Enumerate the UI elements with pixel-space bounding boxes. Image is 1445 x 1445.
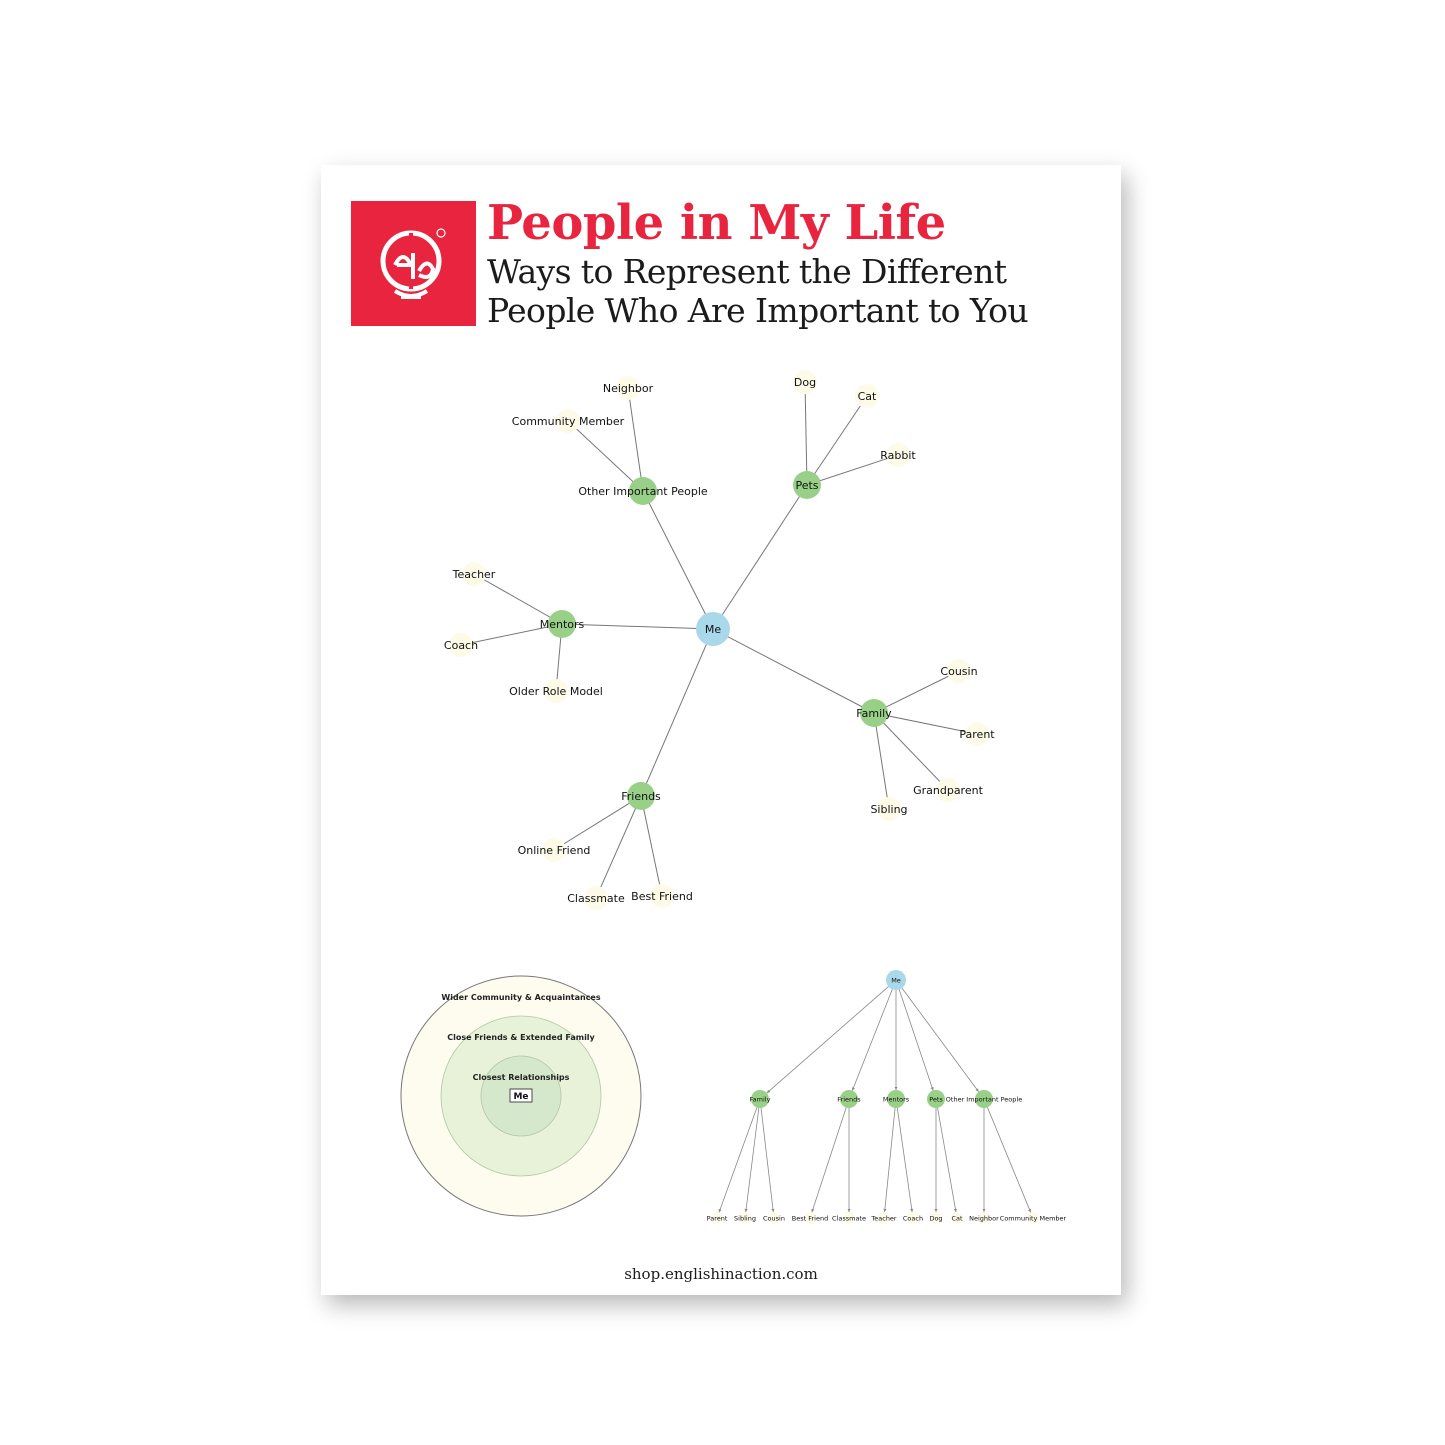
tree-leaf-label-classmate: Classmate [832, 1214, 866, 1223]
tree-edge [938, 1108, 956, 1212]
tree-leaf-label-coach: Coach [902, 1214, 924, 1223]
mind-map-edge [628, 388, 643, 491]
tree-group-label-family: Family [749, 1095, 771, 1104]
tree-edge [767, 987, 889, 1093]
mind-map-center-label: Me [704, 623, 722, 636]
mind-map-group-label-other-important-people: Other Important People [578, 485, 708, 498]
tree-diagram [707, 970, 1067, 1224]
tree-leaf-label-dog: Dog [929, 1214, 943, 1223]
mind-map-group-label-family: Family [856, 707, 892, 720]
mind-map-item-label-dog: Dog [793, 376, 817, 389]
tree-leaf-label-parent: Parent [706, 1214, 728, 1223]
ring-label-2: Close Friends & Extended Family [447, 1033, 595, 1042]
tree-edge [852, 989, 892, 1090]
mind-map-item-label-parent: Parent [959, 728, 995, 741]
ring-center-label: Me [513, 1092, 529, 1102]
mind-map-item-label-best-friend: Best Friend [631, 890, 693, 903]
tree-edge [897, 1108, 912, 1212]
concentric-circles-diagram [401, 976, 641, 1216]
tree-leaf-label-teacher: Teacher [871, 1214, 897, 1223]
footer-url: shop.englishinaction.com [624, 1265, 818, 1283]
tree-leaf-label-sibling: Sibling [734, 1214, 756, 1223]
worksheet-page [321, 165, 1121, 1295]
mind-map-edge [713, 485, 807, 629]
mind-map-edge [713, 629, 874, 713]
mind-map-diagram [444, 370, 995, 910]
tree-edge [902, 988, 979, 1092]
tree-edge [987, 1107, 1030, 1212]
page-subtitle-line-2: People Who Are Important to You [487, 291, 1029, 330]
tree-group-label-mentors: Mentors [882, 1095, 910, 1104]
mind-map-edge [805, 382, 807, 485]
mind-map-edge [874, 713, 889, 809]
tree-edge [761, 1108, 773, 1212]
mind-map-edge [641, 796, 662, 896]
mind-map-item-label-teacher: Teacher [452, 568, 496, 581]
mind-map-edge [554, 796, 641, 850]
mind-map-edge [641, 629, 713, 796]
tree-nodes [707, 970, 1067, 1224]
mind-map-item-label-coach: Coach [443, 639, 479, 652]
mind-map-edge [874, 713, 948, 790]
mind-map-edge [474, 574, 562, 624]
mind-map-group-label-mentors: Mentors [539, 618, 585, 631]
tree-edge [746, 1108, 759, 1212]
mind-map-item-label-grandparent: Grandparent [913, 784, 983, 797]
mind-map-edge [562, 624, 713, 629]
mind-map-nodes [444, 370, 995, 910]
tree-edge [812, 1108, 846, 1213]
mind-map-item-label-community-member: Community Member [511, 415, 625, 428]
tree-edge [719, 1107, 757, 1212]
page-title: People in My Life [487, 195, 946, 251]
mind-map-edge [568, 421, 643, 491]
mind-map-item-label-older-role-model: Older Role Model [509, 685, 603, 698]
tree-group-label-other-important-people: Other Important People [945, 1095, 1023, 1104]
tree-leaf-label-best-friend: Best Friend [791, 1214, 829, 1223]
mind-map-item-label-cat: Cat [857, 390, 877, 403]
tree-leaf-label-neighbor: Neighbor [969, 1214, 999, 1223]
mind-map-item-label-rabbit: Rabbit [880, 449, 916, 462]
mind-map-group-label-friends: Friends [621, 790, 661, 803]
mind-map-item-label-online-friend: Online Friend [517, 844, 591, 857]
mind-map-edge [643, 491, 713, 629]
ring-label-1: Wider Community & Acquaintances [441, 993, 601, 1002]
tree-leaf-label-community-member: Community Member [999, 1214, 1067, 1223]
tree-root-label: Me [891, 976, 901, 985]
diagrams-canvas [321, 165, 1121, 1295]
mind-map-item-label-cousin: Cousin [940, 665, 978, 678]
mind-map-item-label-neighbor: Neighbor [602, 382, 654, 395]
mind-map-group-label-pets: Pets [795, 479, 819, 492]
mind-map-edge [596, 796, 641, 898]
ring-label-3: Closest Relationships [472, 1073, 570, 1082]
mind-map-item-label-sibling: Sibling [870, 803, 908, 816]
tree-group-label-friends: Friends [837, 1095, 861, 1104]
tree-edge [885, 1108, 895, 1212]
tree-leaf-label-cat: Cat [951, 1214, 963, 1223]
tree-group-label-pets: Pets [929, 1095, 943, 1104]
tree-leaf-label-cousin: Cousin [763, 1214, 785, 1223]
page-subtitle-line-1: Ways to Represent the Different [487, 252, 1007, 291]
mind-map-item-label-classmate: Classmate [567, 892, 625, 905]
mind-map-edge [807, 396, 867, 485]
tree-edge [899, 989, 933, 1090]
